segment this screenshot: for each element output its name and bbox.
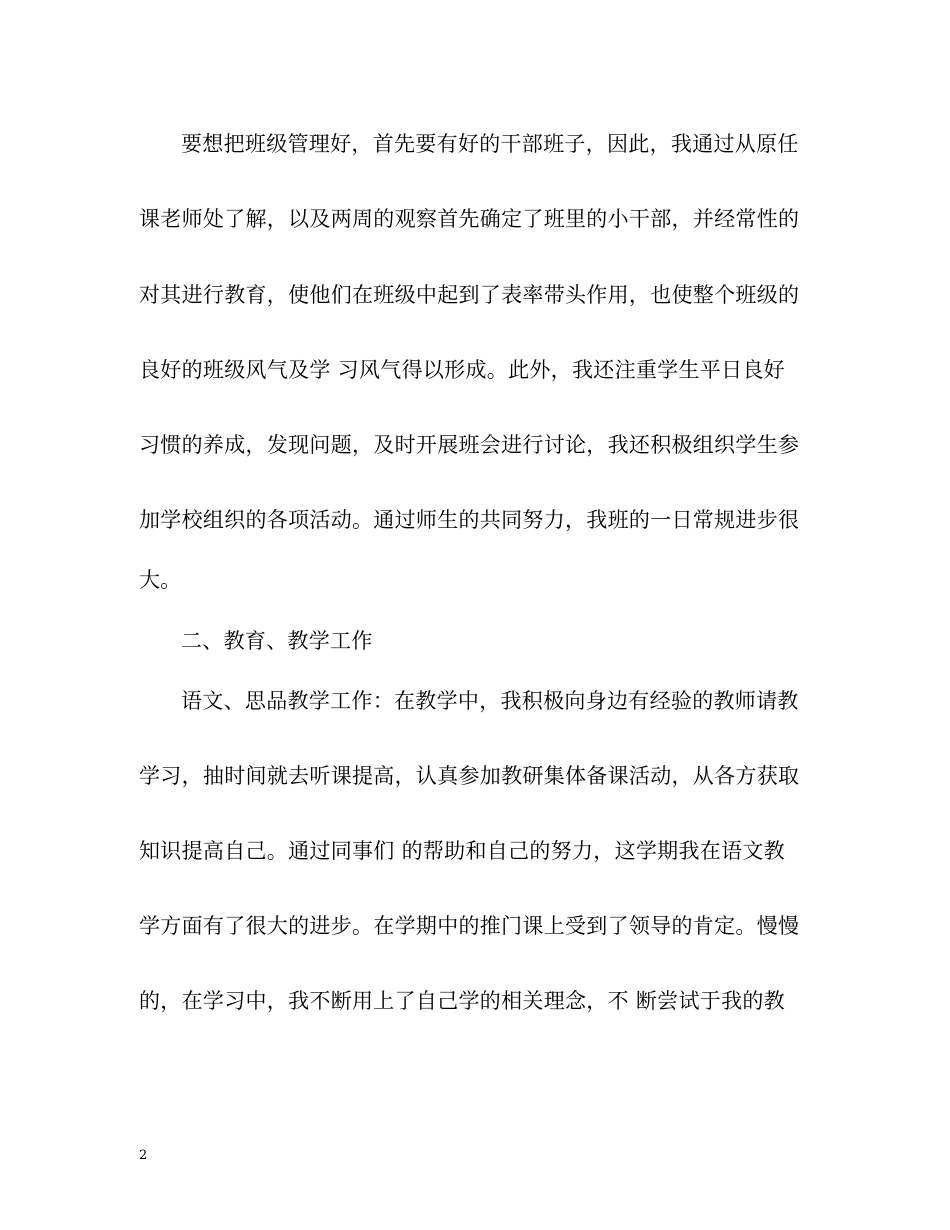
paragraph-line: 加学校组织的各项活动。通过师生的共同努力，我班的一日常规进步很: [139, 508, 800, 532]
paragraph-line: 的，在学习中，我不断用上了自己学的相关理念，不 断尝试于我的教: [139, 989, 785, 1013]
paragraph-line: 良好的班级风气及学 习风气得以形成。此外，我还注重学生平日良好: [139, 358, 785, 382]
section-heading: 二、教育、教学工作: [181, 629, 373, 653]
paragraph-line: 习惯的养成，发现问题，及时开展班会进行讨论，我还积极组织学生参: [139, 433, 800, 457]
paragraph-line: 要想把班级管理好，首先要有好的干部班子，因此，我通过从原任: [181, 132, 799, 156]
paragraph-line: 知识提高自己。通过同事们 的帮助和自己的努力，这学期我在语文教: [139, 839, 785, 863]
paragraph-line: 学习，抽时间就去听课提高，认真参加教研集体备课活动，从各方获取: [139, 764, 800, 788]
page-number: 2: [139, 1148, 148, 1163]
paragraph-line: 大。: [139, 568, 182, 592]
paragraph-line: 对其进行教育，使他们在班级中起到了表率带头作用，也使整个班级的: [139, 283, 800, 307]
paragraph-line: 课老师处了解，以及两周的观察首先确定了班里的小干部，并经常性的: [139, 207, 800, 231]
paragraph-line: 语文、思品教学工作：在教学中，我积极向身边有经验的教师请教: [181, 689, 799, 713]
paragraph-line: 学方面有了很大的进步。在学期中的推门课上受到了领导的肯定。慢慢: [139, 914, 800, 938]
